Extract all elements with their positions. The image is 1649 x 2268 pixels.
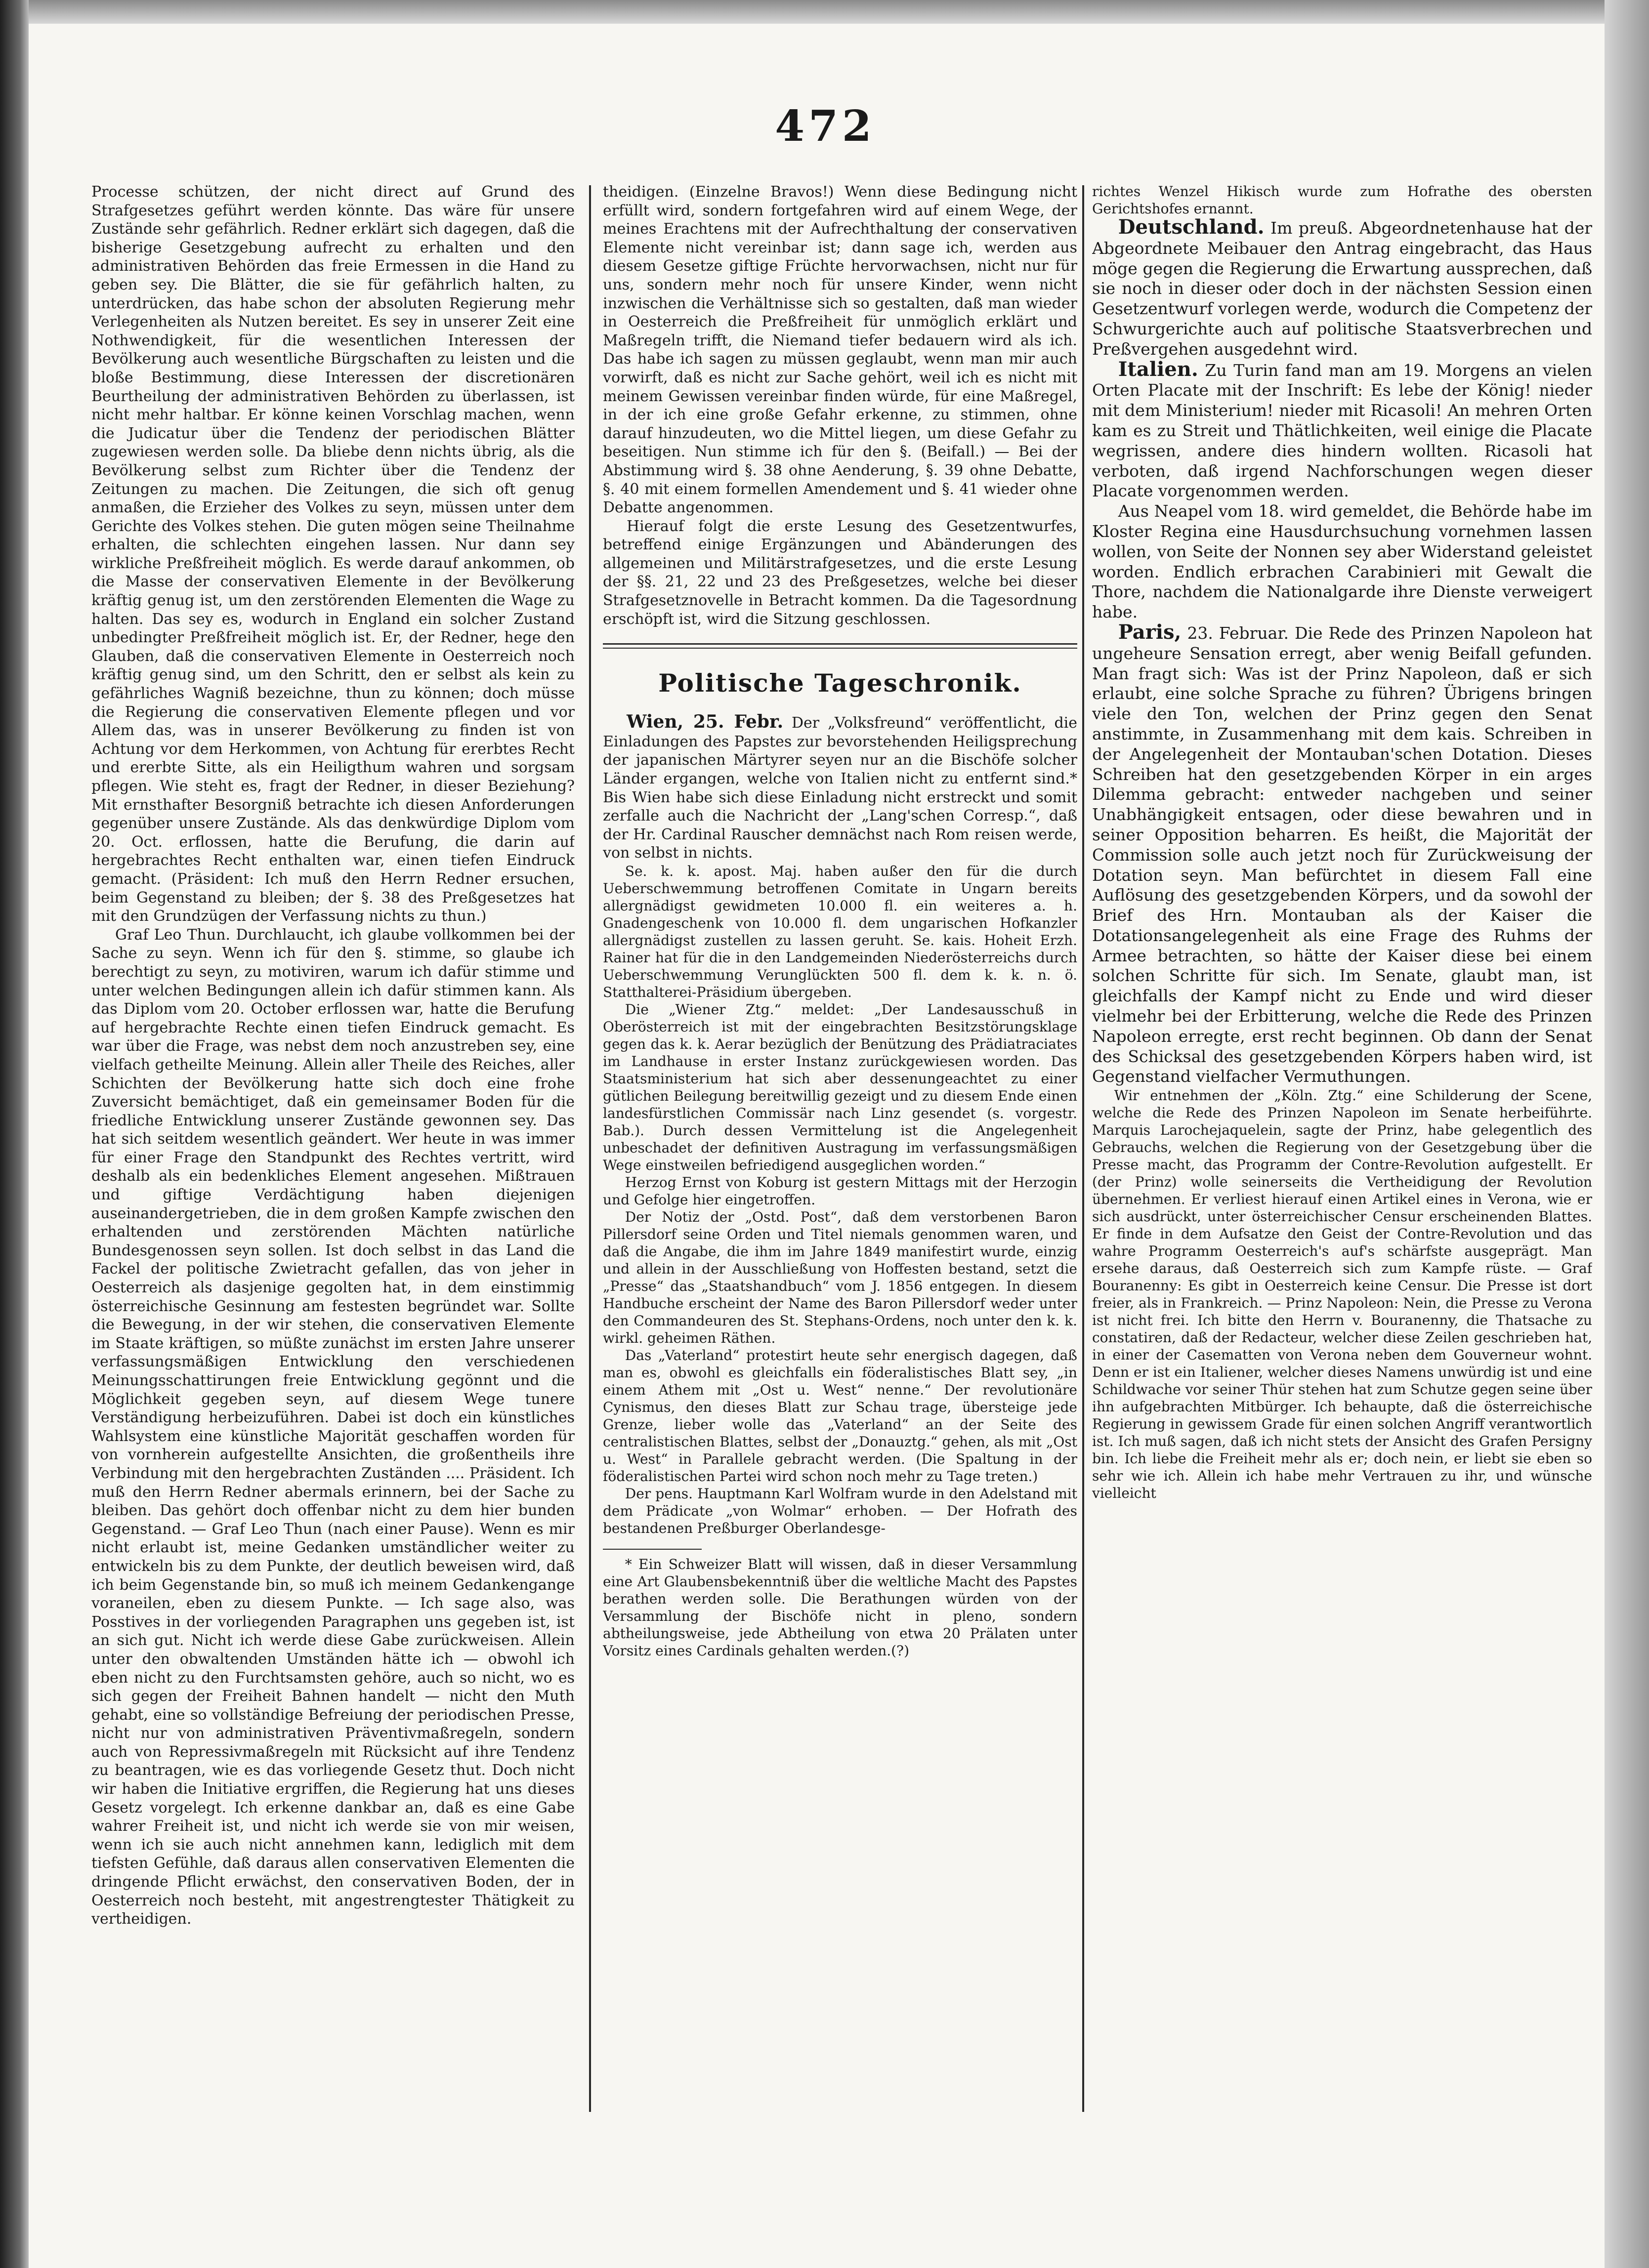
column-rule-right [1082, 185, 1084, 2112]
paragraph: Im preuß. Abgeordnetenhause hat der Abgeordnete Meibauer den Antrag eingebracht, das Haus möge gegen die Regierung die Erwartung aussprechen, daß sie noch in dieser oder doch in der nächsten Session einen Gesetzentwurf vorlegen werde, wodurch die Competenz der Schwurgerichte auch auf politische Staatsverbrechen und Preßvergehen ausgedehnt wird. [1092, 218, 1592, 359]
country-heading-deutschland: Deutschland. [1118, 215, 1265, 239]
paragraph: Zu Turin fand man am 19. Morgens an vielen Orten Placate mit der Inschrift: Es lebe der König! nieder mit dem Ministerium! nieder mit Ricasoli! An mehren Orten kam es zu Streit und Thätlichkeiten, weil einige die Placate wegrissen, andere dies hindern wollten. Ricasoli hat verboten, daß irgend Nachforschungen wegen dieser Placate vorgenommen werden. [1092, 360, 1592, 501]
paragraph: 23. Februar. Die Rede des Prinzen Napoleon hat ungeheure Sensation erregt, aber wenig Beifall gefunden. Man fragt sich: Was ist der Prinz Napoleon, daß er sich erlaubt, eine solche Sprache zu führen? Übrigens bringen viele den Ton, welchen der Prinz gegen den Senat anstimmte, in Zusammenhang mit dem kais. Schreiben in der Angelegenheit der Montauban'schen Dotation. Dieses Schreiben hat den gesetzgebenden Körper in ein arges Dilemma gebracht: entweder nachgeben und seiner Unabhängigkeit entsagen, oder diese bewahren und in seiner Opposition beharren. Es heißt, die Majorität der Commission solle auch jetzt noch für Zurückweisung der Dotation seyn. Man befürchtet in diesem Fall eine Auflösung des gesetzgebenden Körpers, und da sowohl der Brief des Hrn. Montauban als der Kaiser die Dotationsangelegenheit als eine Frage des Ruhms der Armee betrachten, so hätte der Kaiser diese bei einem solchen Schritte für sich. Im Senate, glaubt man, ist gleichfalls der Kampf nicht zu Ende und wird dieser vielmehr bei der Erbitterung, welche die Rede des Prinzen Napoleon erregte, erst recht beginnen. Ob dann der Senat des Schicksal des gesetzgebenden Körpers haben wird, ist Gegenstand vielfacher Vermuthungen. [1092, 623, 1592, 1086]
scanner-top-edge [0, 0, 1649, 24]
dateline: Wien, 25. Febr. [627, 711, 784, 733]
paragraph: Graf Leo Thun. Durchlaucht, ich glaube vollkommen bei der Sache zu seyn. Wenn ich für den §. stimme, so glaube ich berechtigt zu seyn, zu motiviren, warum ich dafür stimme und unter welchen Bedingungen allein ich dafür stimmen kann. Als das Diplom vom 20. October erflossen war, hatte die Berufung auf hergebrachte Rechte einen tiefen Eindruck gemacht. Es war über die Frage, was nebst dem noch anzustreben sey, eine vielfach getheilte Meinung. Allein aller Theile des Reiches, aller Schichten der Bevölkerung hatte sich doch eine frohe Zuversicht bemächtiget, daß ein gemeinsamer Boden für die friedliche Entwicklung unserer Zustände gewonnen sey. Das hat sich seitdem wesentlich geändert. Wer heute in was immer für einer Frage den Standpunkt des Rechtes vertritt, wird deshalb als ein bedenkliches Element angesehen. Mißtrauen und giftige Verdächtigung haben diejenigen auseinandergetrieben, die in dem großen Kampfe zwischen den erhaltenden und zerstörenden Mächten natürliche Bundesgenossen seyn sollen. Ist doch selbst in das Land die Fackel der politische Zwietracht gefallen, das von jeher in Oesterreich als dasjenige gegolten hat, in dem einstimmig österreichische Gesinnung am festesten begründet war. Sollte die Bewegung, in der wir stehen, die conservativen Elemente im Staate kräftigen, so müßte zunächst im ersten Jahre unserer verfassungsmäßigen Entwicklung den verschiedenen Meinungsschattirungen freie Entwicklung gegönnt und die Möglichkeit gegeben seyn, auf diesem Wege tunere Verständigung herbeizuführen. Dabei ist doch ein künstliches Wahlsystem eine künstliche Majorität geschaffen worden für von vornherein aufgestellte Ansichten, die großentheils ihre Verbindung mit den hergebrachten Zuständen .... Präsident. Ich muß den Herrn Redner abermals erinnern, bei der Sache zu bleiben. Das gehört doch offenbar nicht zu dem hier bunden Gegenstand. — Graf Leo Thun (nach einer Pause). Wenn es mir nicht erlaubt ist, meine Gedanken umständlicher weiter zu entwickeln bis zu dem Punkte, der deutlich beweisen wird, daß ich beim Gegenstande bin, so muß ich meinem Gedankengange voraneilen, eben zu diesem Punkte. — Ich sage also, was Posstives in der vorliegenden Paragraphen uns gegeben ist, ist an sich gut. Nicht ich werde diese Gabe zurückweisen. Allein unter den obwaltenden Umständen hätte ich — obwohl ich eben nicht zu den Furchtsamsten gehöre, auch so nicht, wo es sich gegen der Freiheit Bahnen handelt — nicht den Muth gehabt, eine so vollständige Befreiung der periodischen Presse, nicht nur von administrativen Präventivmaßregeln, sondern auch von Repressivmaßregeln mit Rücksicht auf ihre Tendenz zu beantragen, wie es das vorliegende Gesetz thut. Doch nicht wir haben die Initiative ergriffen, die Regierung hat uns dieses Gesetz vorgelegt. Ich erkenne dankbar an, daß es eine Gabe wahrer Freiheit ist, und nicht ich werde sie von mir weisen, wenn ich sie auch nicht annehmen kann, lediglich mit dem tiefsten Gefühle, daß daraus allen conservativen Elementen die dringende Pflicht erwächst, den conservativen Boden, der in Oesterreich noch besteht, mit angestrengtester Thätigkeit zu vertheidigen. [91, 926, 575, 1928]
paragraph: Wir entnehmen der „Köln. Ztg.“ eine Schilderung der Scene, welche die Rede des Prinzen Napoleon im Senate herbeiführte. Marquis Larochejaquelein, sagte der Prinz, habe gelegentlich des Gebrauchs, welchen die Regierung von der Gesetzgebung über die Presse macht, das Programm der Contre-Revolution aufgestellt. Er (der Prinz) wolle seinerseits die Vertheidigung der Revolution übernehmen. Er verliest hierauf einen Artikel eines in Verona, wie er sich ausdrückt, unter österreichischer Censur erscheinenden Blattes. Er finde in dem Aufsatze den Geist der Contre-Revolution und das wahre Programm Oesterreich's auf's schärfste ausgeprägt. Man ersehe daraus, daß Oesterreich sich zum Kampfe rüste. — Graf Bouranenny: Es gibt in Oesterreich keine Censur. Die Presse ist dort freier, als in Frankreich. — Prinz Napoleon: Nein, die Presse zu Verona ist nicht frei. Ich bitte den Herrn v. Bouranenny, die Thatsache zu constatiren, daß der Redacteur, welcher diese Zeilen geschrieben hat, in einer der Casematten von Verona neben dem Gouverneur wohnt. Denn er ist ein Italiener, welcher dieses Namens unwürdig ist und eine Schildwache vor seiner Thür stehen hat zum Schutze gegen seine über ihn aufgebrachten Mitbürger. Ich behaupte, daß die österreichische Regierung in gewissem Grade für einen solchen Angriff verantwortlich ist. Ich muß sagen, daß ich nicht stets der Ansicht des Grafen Persigny bin. Ich liebe die Freiheit mehr als er; doch nein, er liebt sie eben so sehr wie ich. Allein ich habe mehr Vertrauen zu ihr, und wünsche vielleicht [1092, 1087, 1592, 1502]
column-middle [603, 183, 1077, 2129]
paragraph: Processe schützen, der nicht direct auf Grund des Strafgesetzes geführt werden könnte. Das wäre für unsere Zustände sehr gefährlich. Redner erklärt sich dagegen, daß die bisherige Gesetzgebung aufrecht zu erhalten und den administrativen Behörden das freie Ermessen in die Hand zu geben sey. Die Blätter, die sie für gefährlich halten, zu unterdrücken, das habe schon der absoluten Regierung mehr Verlegenheiten als Nutzen bereitet. Es sey in unserer Zeit eine Nothwendigkeit, für die wesentlichen Interessen der Bevölkerung auch wesentliche Bürgschaften zu leisten und die bloße Bestimmung, diese Interessen der discretionären Beurtheilung der administrativen Behörden zu überlassen, ist nicht mehr haltbar. Er könne keinen Vorschlag machen, wenn die Judicatur über die Tendenz der periodischen Blätter zugewiesen werden solle. Da bliebe denn nichts übrig, als die Bevölkerung selbst zum Richter über die Tendenz der Zeitungen zu machen. Die Zeitungen, die sich oft genug anmaßen, die Erzieher des Volkes zu seyn, müssen unter dem Gerichte des Volkes stehen. Die guten mögen seine Theilnahme erhalten, die schlechten eingehen lassen. Nur dann sey wirkliche Preßfreiheit möglich. Es werde darauf ankommen, ob die Masse der conservativen Elemente in der Bevölkerung kräftig genug ist, um den zerstörenden Elementen die Wage zu halten. Das sey es, wodurch in England ein solcher Zustand unbedingter Preßfreiheit möglich ist. Er, der Redner, hege den Glauben, daß die conservativen Elemente in Oesterreich noch kräftig genug sind, um den Schritt, den er selbst als kein zu gefährliches Wagniß bezeichne, thun zu können; doch müsse die Regierung die conservativen Elemente pflegen und vor Allem das, was in unserer Bevölkerung zu finden ist von Achtung vor dem Herkommen, von Achtung für ererbtes Recht und ererbte Sitte, als ein Heiligthum wahren und sorgsam pflegen. Wie steht es, fragt der Redner, in dieser Beziehung? Mit ernsthafter Besorgniß betrachte ich diesen Anforderungen gegenüber unsere Zustände. Als das denkwürdige Diplom vom 20. Oct. erflossen, hatte die Berufung, die darin auf hergebrachtes Recht enthalten war, einen tiefen Eindruck gemacht. (Präsident: Ich muß den Herrn Redner ersuchen, beim Gegenstand zu bleiben; der §. 38 des Preßgesetzes hat mit den Grundzügen der Verfassung nichts zu thun.) [91, 183, 575, 925]
column-left [91, 183, 575, 2129]
column-right [1092, 183, 1592, 2129]
paragraph: Der pens. Hauptmann Karl Wolfram wurde in den Adelstand mit dem Prädicate „von Wolmar“ erhoben. — Der Hofrath des bestandenen Preßburger Oberlandesge- [603, 1485, 1077, 1536]
paragraph: Hierauf folgt die erste Lesung des Gesetzentwurfes, betreffend einige Ergänzungen und Abänderungen des allgemeinen und Militärstrafgesetzes, und die erste Lesung der §§. 21, 22 und 23 des Preßgesetzes, welche bei dieser Strafgesetznovelle in Betracht kommen. Da die Tagesordnung erschöpft ist, wird die Sitzung geschlossen. [603, 517, 1077, 628]
page-number: 472 [775, 101, 876, 151]
paragraph: Die „Wiener Ztg.“ meldet: „Der Landesausschuß in Oberösterreich ist mit der eingebrachten Besitzstörungsklage gegen das k. k. Aerar bezüglich der Benützung des Prädiatraciates im Landhause in erster Instanz zurückgewiesen worden. Das Staatsministerium hat sich aber dessenungeachtet zu einer gütlichen Beilegung bereitwillig gezeigt und zu diesem Ende einen landesfürstlichen Commissär nach Linz gesendet (s. vorgestr. Bab.). Durch dessen Vermittelung ist die Angelegenheit unbeschadet der definitiven Austragung im verfassungsmäßigen Wege einstweilen befriedigend ausgeglichen worden.“ [603, 1001, 1077, 1173]
scanner-right-edge [1605, 0, 1649, 2268]
paragraph: Das „Vaterland“ protestirt heute sehr energisch dagegen, daß man es, obwohl es gleichfalls ein föderalistisches Blatt sey, „in einem Athem mit „Ost u. West“ nenne.“ Der revolutionäre Cynismus, den dieses Blatt zur Schau trage, übersteige jede Grenze, lieber wolle das „Vaterland“ an der Seite des centralistischen Blattes, selbst der „Donauztg.“ gehen, als mit „Ost u. West“ in Parallele gebracht werden. (Die Spaltung in der föderalistischen Partei wird schon noch mehr zu Tage treten.) [603, 1347, 1077, 1485]
city-heading-paris: Paris, [1118, 620, 1182, 644]
section-divider [603, 643, 1077, 649]
paragraph: Herzog Ernst von Koburg ist gestern Mittags mit der Herzogin und Gefolge hier eingetroffen. [603, 1174, 1077, 1208]
paragraph: richtes Wenzel Hikisch wurde zum Hofrathe des obersten Gerichtshofes ernannt. [1092, 183, 1592, 217]
paragraph: Der Notiz der „Ostd. Post“, daß dem verstorbenen Baron Pillersdorf seine Orden und Titel niemals genommen waren, und daß die Angabe, die ihm im Jahre 1849 manifestirt wurde, einzig und allein in der Ausschließung von Hoffesten bestand, setzt die „Presse“ das „Staatshandbuch“ vom J. 1856 entgegen. In diesem Handbuche erscheint der Name des Baron Pillersdorf weder unter den Commandeuren des St. Stephans-Ordens, noch unter den k. k. wirkl. geheimen Räthen. [603, 1209, 1077, 1346]
paragraph: Aus Neapel vom 18. wird gemeldet, die Behörde habe im Kloster Regina eine Hausdurchsuchung vornehmen lassen wollen, von Seite der Nonnen sey aber Widerstand geleistet worden. Endlich erbrachen Carabinieri mit Gewalt die Thore, nachdem die Nationalgarde ihre Dienste verweigert habe. [1092, 501, 1592, 622]
paragraph: Der „Volksfreund“ veröffentlicht, die Einladungen des Papstes zur bevorstehenden Heiligsprechung der japanischen Märtyrer seyen nur an die Bischöfe solcher Länder ergangen, welche von Italien nicht zu entfernt sind.* Bis Wien habe sich diese Einladung nicht erstreckt und somit zerfalle auch die Nachricht der „Lang'schen Corresp.“, daß der Hr. Cardinal Rauscher demnächst nach Rom reisen werde, von selbst in nichts. [603, 714, 1077, 862]
footnote: * Ein Schweizer Blatt will wissen, daß in dieser Versammlung eine Art Glaubensbekenntniß über die weltliche Macht des Papstes berathen werden solle. Die Berathungen würden von der Versammlung der Bischöfe nicht in pleno, sondern abtheilungsweise, jede Abtheilung von etwa 20 Prälaten unter Vorsitz eines Cardinals gehalten werden.(?) [603, 1556, 1077, 1659]
footnote-rule [603, 1549, 702, 1550]
country-heading-italien: Italien. [1118, 357, 1198, 381]
paragraph: theidigen. (Einzelne Bravos!) Wenn diese Bedingung nicht erfüllt wird, sondern fortgefahren wird auf einem Wege, der meines Erachtens mit der Aufrechthaltung der conservativen Elemente nicht vereinbar ist; dann sage ich, werden aus diesem Gesetze giftige Früchte hervorwachsen, nicht nur für uns, sondern mehr noch für unsere Kinder, wenn nicht inzwischen die Verhältnisse sich so gestalten, daß man wieder in Oesterreich die Preßfreiheit für unmöglich erklärt und Maßregeln trifft, die Niemand tiefer bedauern wird als ich. Das habe ich sagen zu müssen geglaubt, wenn man mir auch vorwirft, daß es nicht zur Sache gehört, weil ich es nicht mit meinem Gewissen vereinbar finden würde, für eine Maßregel, in der ich eine große Gefahr erkenne, zu stimmen, ohne darauf hinzudeuten, wo die Mittel liegen, um diese Gefahr zu beseitigen. Nun stimme ich für den §. (Beifall.) — Bei der Abstimmung wird §. 38 ohne Aenderung, §. 39 ohne Debatte, §. 40 mit einem formellen Amendement und §. 41 wieder ohne Debatte angenommen. [603, 183, 1077, 517]
column-rule-left [589, 185, 591, 2112]
section-title: Politische Tageschronik. [658, 668, 1022, 698]
scanner-left-edge [0, 0, 29, 2268]
paragraph: Se. k. k. apost. Maj. haben außer den für die durch Ueberschwemmung betroffenen Comitate in Ungarn bereits allergnädigst gewidmeten 10.000 fl. ein weiteres a. h. Gnadengeschenk von 10.000 fl. dem ungarischen Hofkanzler allergnädigst zustellen zu lassen geruht. Se. kais. Hoheit Erzh. Rainer hat für die in den Landgemeinden Niederösterreichs durch Ueberschwemmung Verunglückten 500 fl. dem k. k. n. ö. Statthalterei-Präsidium übergeben. [603, 863, 1077, 1000]
